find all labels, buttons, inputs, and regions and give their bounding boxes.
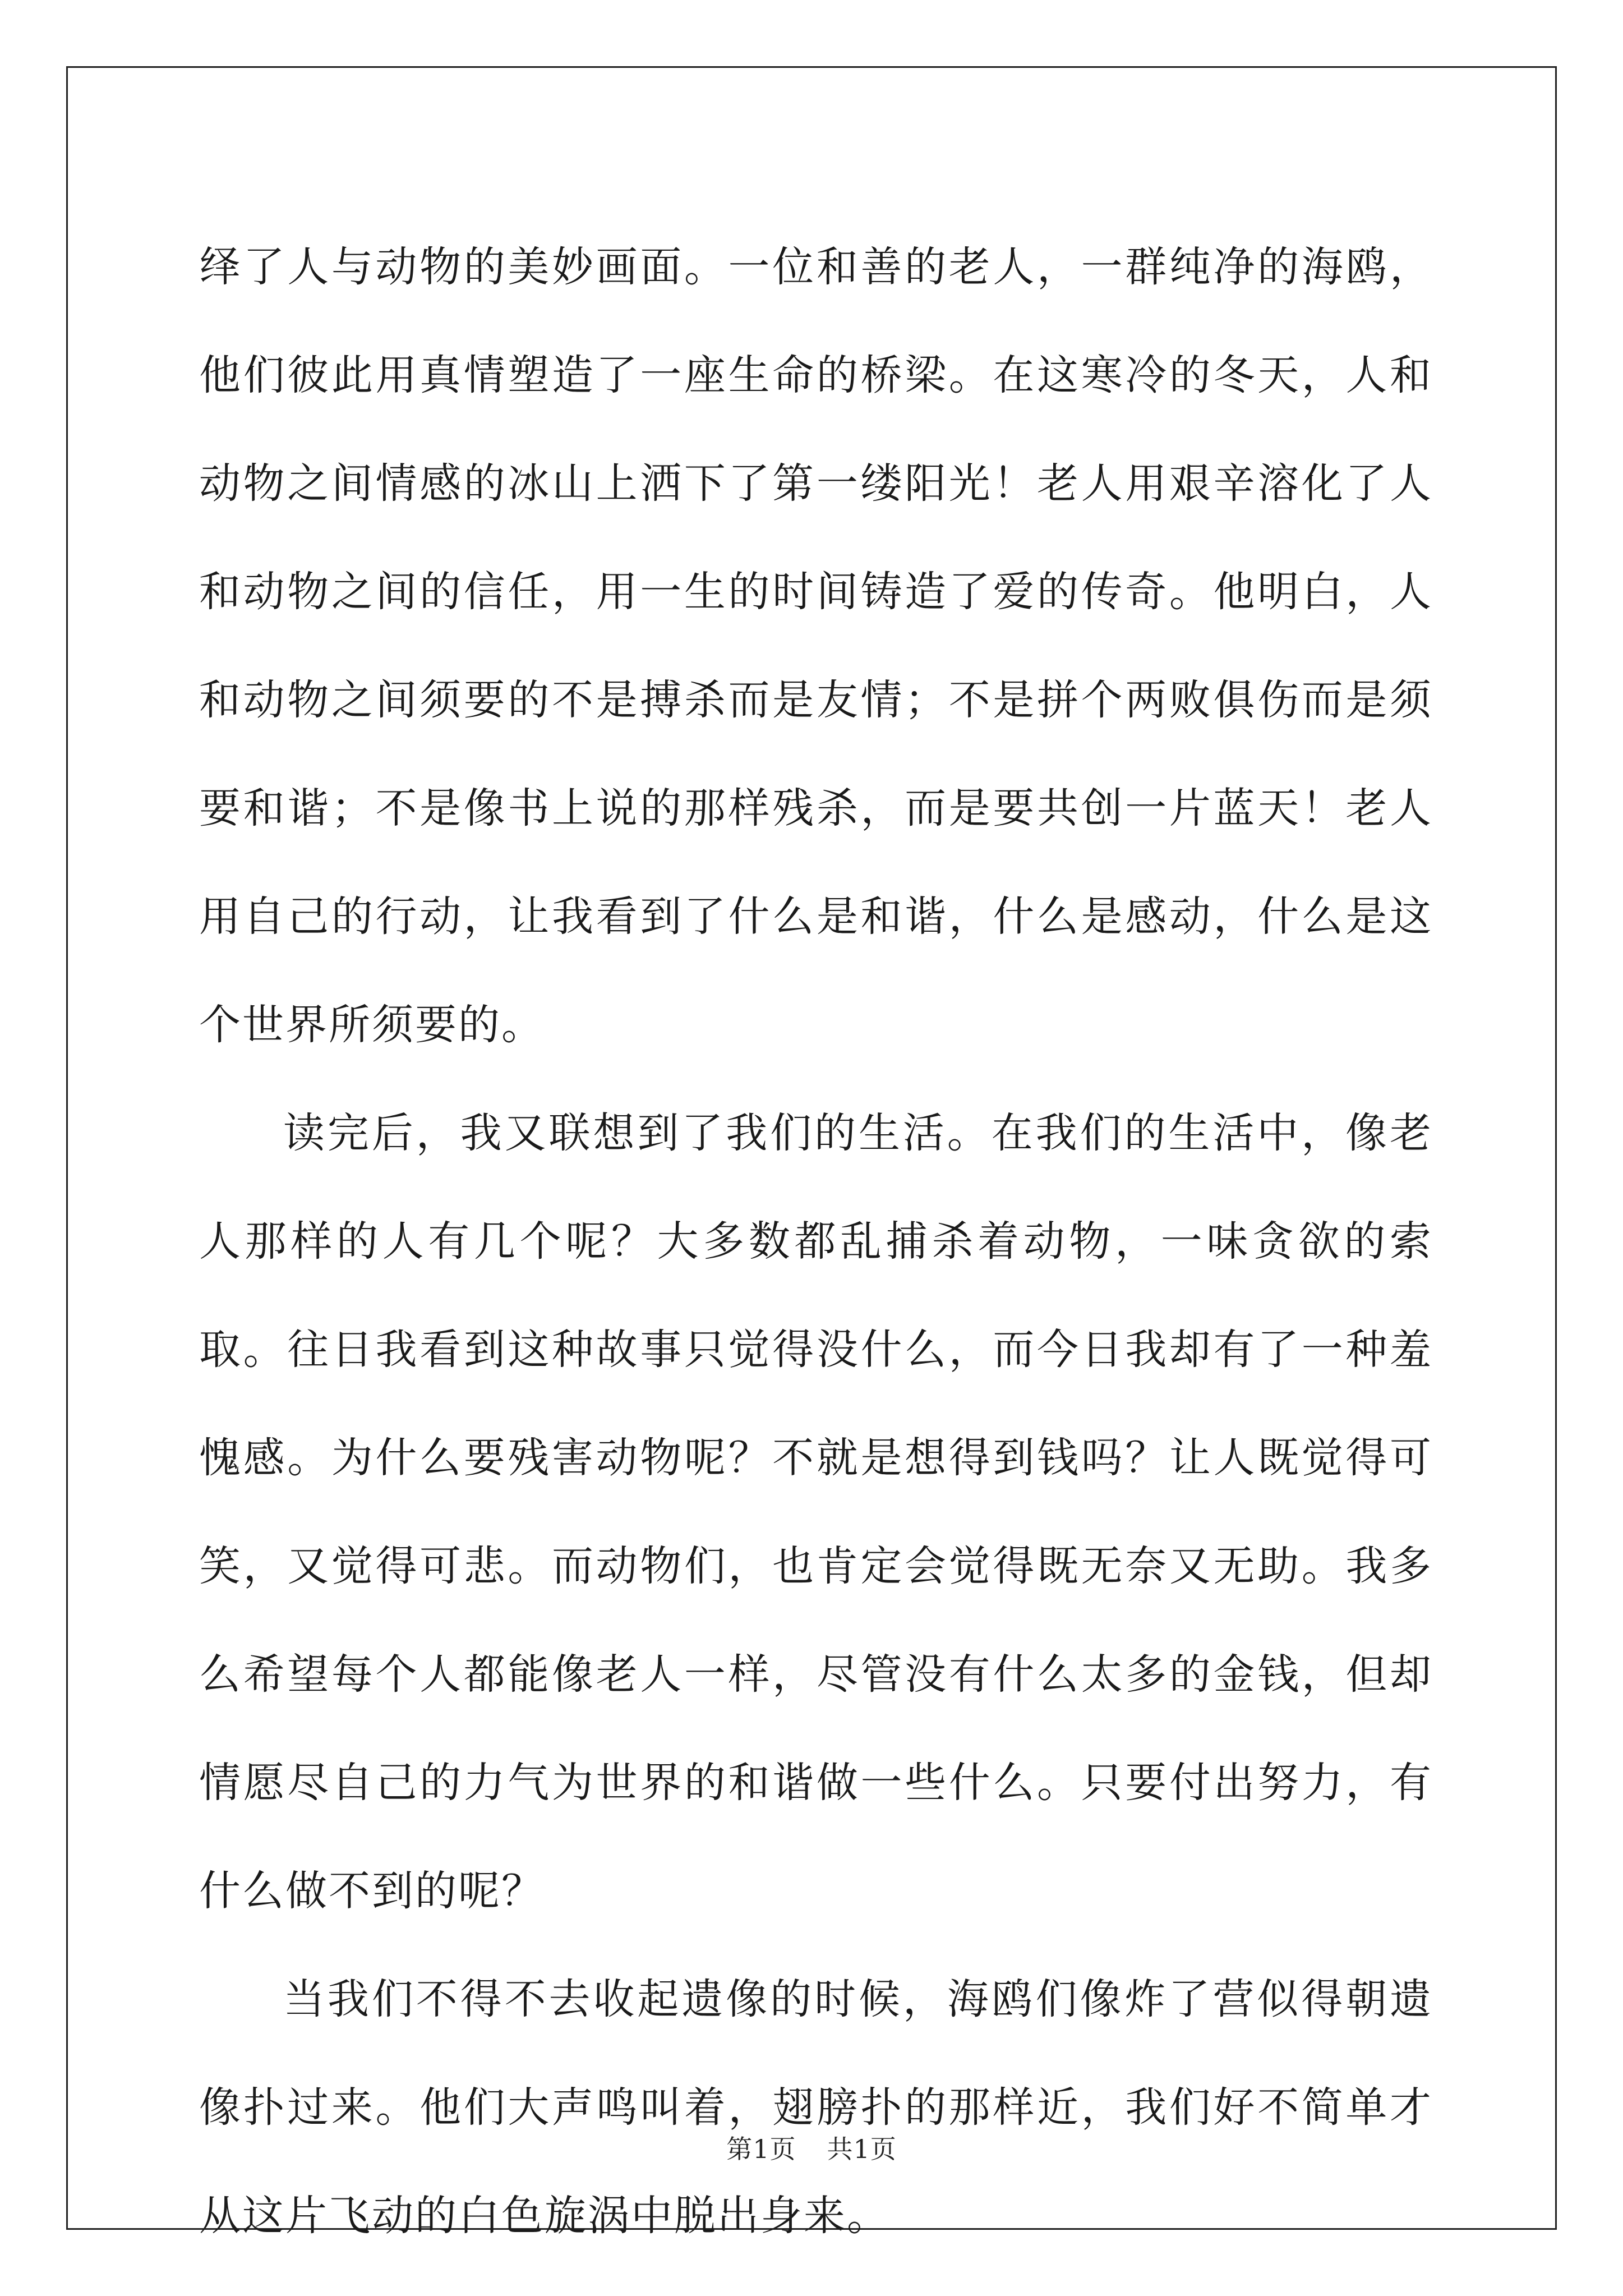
paragraph-3: 当我们不得不去收起遗像的时候，海鸥们像炸了营似得朝遗像扑过来。他们大声鸣叫着，翅膀扑的那样近，我们好不简单才从这片飞动的白色旋涡中脱出身来。 xyxy=(199,1975,1433,2240)
page-number-current: 第1页 xyxy=(726,2134,796,2164)
document-body xyxy=(199,213,1433,2270)
paragraph-1: 绎了人与动物的美妙画面。一位和善的老人，一群纯净的海鸥，他们彼此用真情塑造了一座生命的桥梁。在这寒冷的冬天，人和动物之间情感的冰山上洒下了第一缕阳光！老人用艰辛溶化了人和动物之间的信任，用一生的时间铸造了爱的传奇。他明白，人和动物之间须要的不是搏杀而是友情；不是拼个两败俱伤而是须要和谐；不是像书上说的那样残杀，而是要共创一片蓝天！老人用自己的行动，让我看到了什么是和谐，什么是感动，什么是这个世界所须要的。 xyxy=(199,243,1433,1049)
page-number-total: 共1页 xyxy=(827,2134,897,2164)
paragraph-2: 读完后，我又联想到了我们的生活。在我们的生活中，像老人那样的人有几个呢？大多数都乱捕杀着动物，一味贪欲的索取。往日我看到这种故事只觉得没什么，而今日我却有了一种羞愧感。为什么要残害动物呢？不就是想得到钱吗？让人既觉得可笑，又觉得可悲。而动物们，也肯定会觉得既无奈又无助。我多么希望每个人都能像老人一样，尽管没有什么太多的金钱，但却情愿尽自己的力气为世界的和谐做一些什么。只要付出努力，有什么做不到的呢？ xyxy=(199,1109,1433,1915)
page-footer xyxy=(0,2129,1623,2166)
